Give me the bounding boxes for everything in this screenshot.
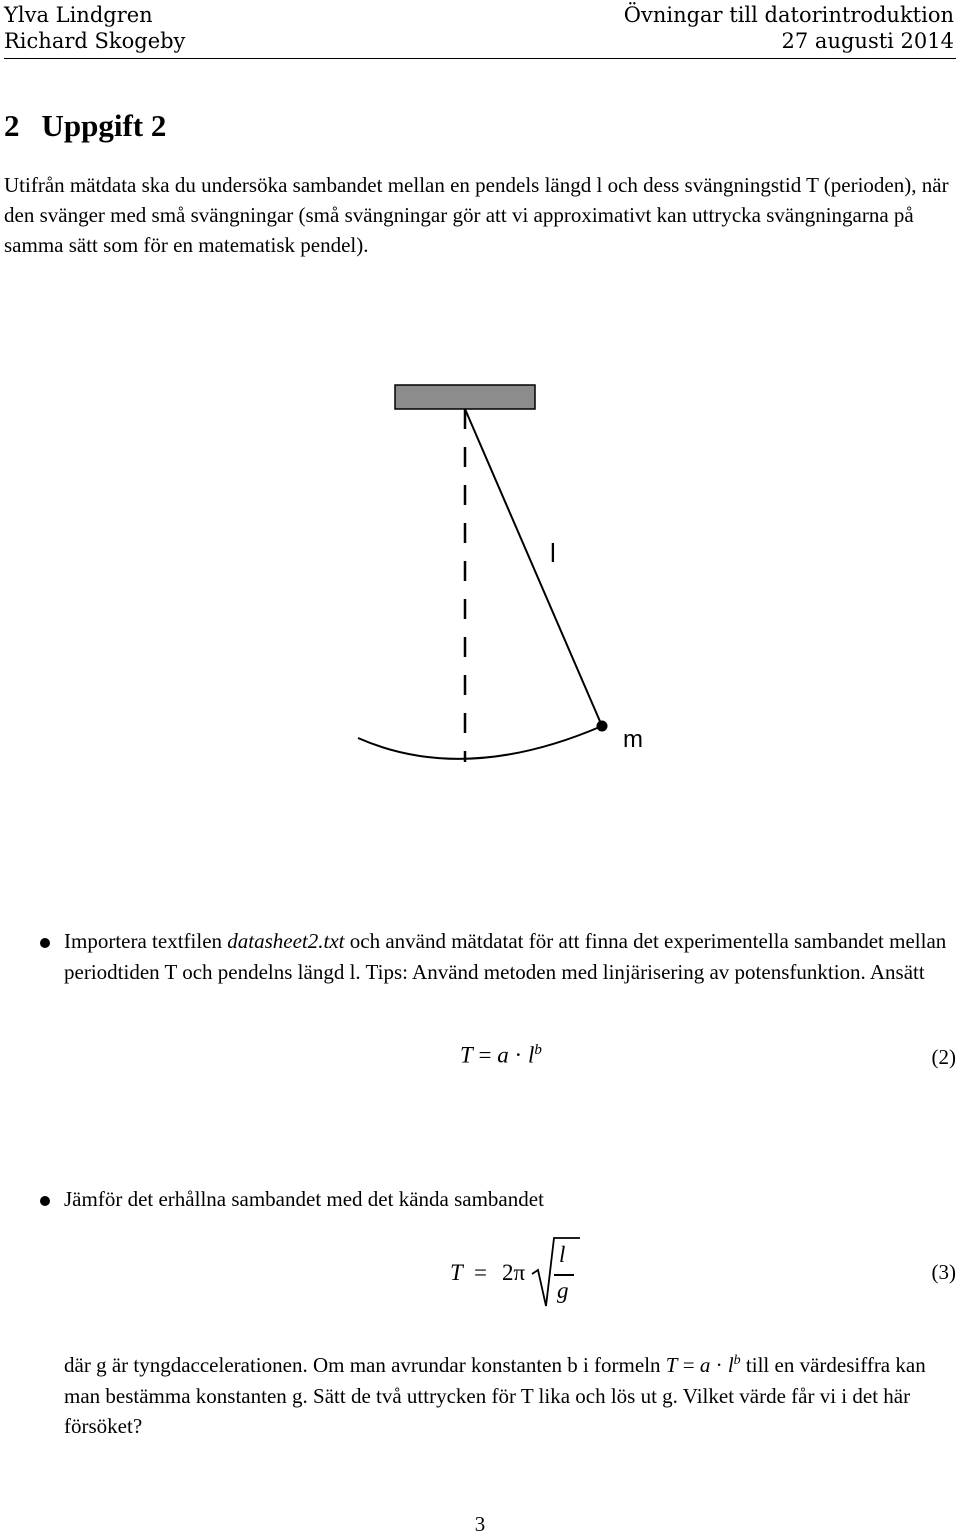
eq2-l: l xyxy=(527,1042,535,1068)
eq3-coef: 2π xyxy=(502,1260,526,1285)
mass-label: m xyxy=(623,726,643,753)
header-date: 27 augusti 2014 xyxy=(781,29,954,53)
header-authors xyxy=(4,2,185,54)
eq3-numerator: l xyxy=(559,1242,566,1267)
equation-2 xyxy=(460,1042,542,1069)
header-rule xyxy=(4,58,956,59)
eq3-fraction-bar xyxy=(554,1274,574,1276)
eq2-equals: = xyxy=(478,1042,492,1068)
conclusion-formula-l: l xyxy=(727,1353,734,1377)
conclusion-text-after: till en värdesiffra kan man bestämma konstanten g. Sätt de två uttrycken för T lika och lös ut g. Vilket värde får vi i det här försöket? xyxy=(64,1353,926,1438)
bullet-2 xyxy=(40,1196,50,1206)
pendulum-string xyxy=(465,409,602,726)
eq2-dot: · xyxy=(514,1042,523,1068)
length-label: l xyxy=(550,538,556,568)
conclusion-formula-dot: · xyxy=(715,1353,723,1377)
equation-2-number: (2) xyxy=(931,1045,956,1069)
sqrt-sign xyxy=(530,1230,582,1310)
header-author-2: Richard Skogeby xyxy=(4,29,186,53)
header-author-1: Ylva Lindgren xyxy=(4,3,153,27)
conclusion-formula-a: a xyxy=(699,1353,711,1377)
eq2-exponent: b xyxy=(534,1042,542,1058)
eq2-lhs: T xyxy=(460,1042,473,1068)
header-course: Övningar till datorintroduktion xyxy=(623,3,954,27)
pendulum-mass xyxy=(597,721,608,732)
equation-3-number: (3) xyxy=(931,1260,956,1284)
page-number: 3 xyxy=(474,1512,486,1536)
header-info xyxy=(624,2,954,54)
eq3-equals: = xyxy=(474,1260,487,1285)
item1-text-before: Importera textfilen xyxy=(64,929,228,953)
section-title: Uppgift 2 xyxy=(41,108,167,143)
pendulum-figure xyxy=(340,380,660,780)
item1-filename: datasheet2.txt xyxy=(227,929,345,953)
conclusion-formula-eq: = xyxy=(682,1353,695,1377)
list-item-import xyxy=(64,926,958,987)
swing-arc xyxy=(358,726,602,759)
eq3-denominator: g xyxy=(557,1278,569,1303)
pendulum-support xyxy=(395,385,535,409)
eq2-a: a xyxy=(497,1042,509,1068)
eq3-lhs: T xyxy=(450,1260,463,1285)
intro-paragraph: Utifrån mätdata ska du undersöka sambandet mellan en pendels längd l och dess svängningstid T (perioden), när den svänger med små svängningar (små svängningar gör att vi approximativt kan uttrycka svängningarna på samma sätt som för en matematisk pendel). xyxy=(4,173,949,257)
item2-text: Jämför det erhållna sambandet med det kända sambandet xyxy=(64,1187,544,1211)
section-heading xyxy=(4,108,166,144)
conclusion-formula-exp: b xyxy=(733,1353,741,1368)
bullet-1 xyxy=(40,938,50,948)
section-number: 2 xyxy=(4,108,20,143)
conclusion-paragraph xyxy=(64,1346,958,1442)
conclusion-formula-T: T xyxy=(665,1353,678,1377)
conclusion-text-before: där g är tyngdaccelerationen. Om man avrundar konstanten b i formeln xyxy=(64,1353,666,1377)
list-item-compare xyxy=(64,1184,958,1215)
item1-text-after: och använd mätdatat för att finna det experimentella sambandet mellan periodtiden T och pendelns längd l. Tips: Använd metoden med linjärisering av potensfunktion. Ansätt xyxy=(64,929,947,984)
